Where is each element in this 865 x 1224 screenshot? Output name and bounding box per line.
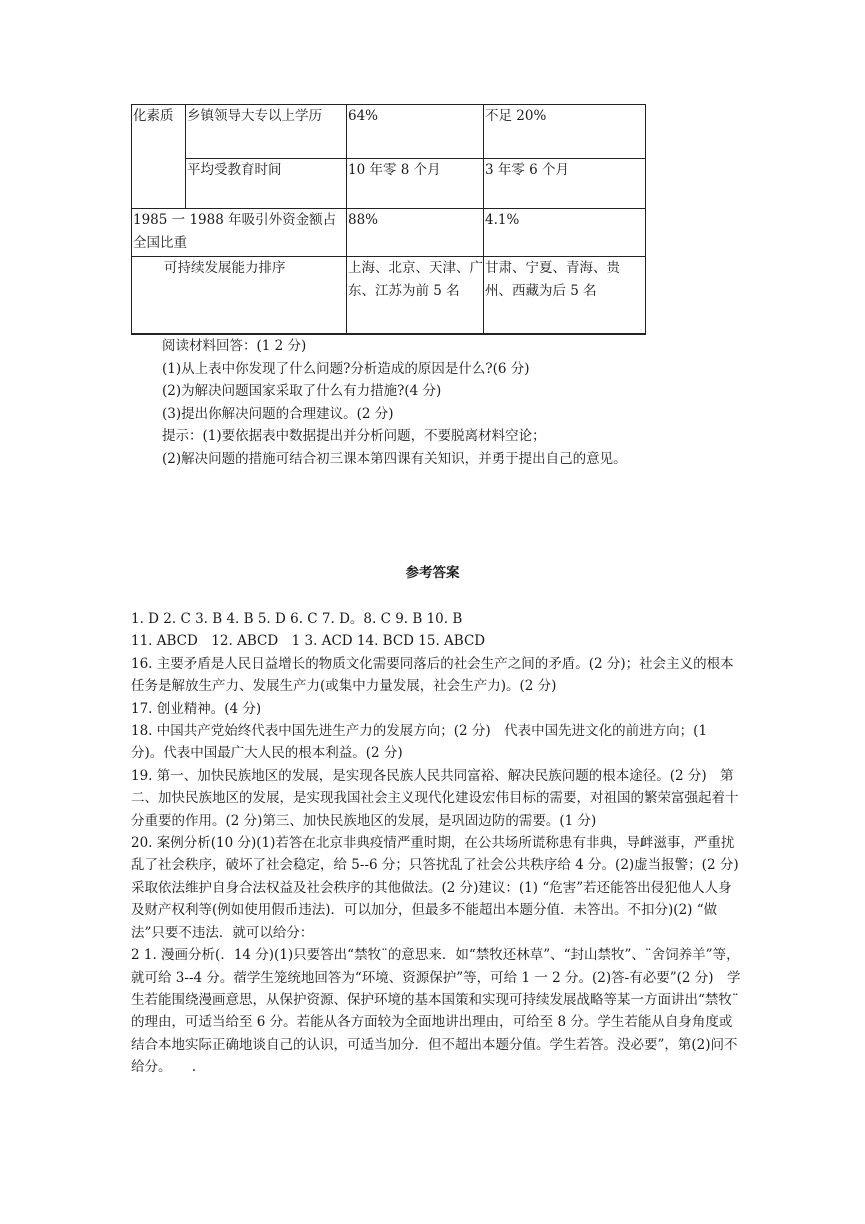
table-cell: 88% [347, 209, 484, 257]
question-item: (1)从上表中你发现了什么问题?分析造成的原因是什么?(6 分) [162, 360, 530, 377]
answer-item: 2 1. 漫画分析(．14 分)(1)只要答出“禁牧¨的意思来．如“禁牧还林草”、“封山禁牧”、¨舍饲养羊”等，就可给 3--4 分。蓿学生笼统地回答为“环境、资源保护”等，可给 1 一 2 分。(2)答-有必要”(2 分) 学生若能围绕漫画意思，从保护资源、保护环境的基本国策和实现可持续发展战略等某一方面讲出“禁牧¨的理由，可适当给至 6 分。若能从各方面较为全面地讲出理由，可给至 8 分。学生若能从自身角度或结合本地实际正确地谈自己的认识，可适当加分．但不超出本题分值。学生若答。没必要”，第(2)问不给分。 . [131, 947, 741, 1076]
hint-line: (2)解决问题的措施可结合初三课本第四课有关知识，并勇于提出自己的意见。 [162, 450, 627, 467]
table-cell: 4.1% [484, 209, 646, 257]
answer-item: 17. 创业精神。(4 分) [131, 700, 262, 717]
table-cell: 上海、北京、天津、广东、江苏为前 5 名 [347, 257, 484, 334]
answer-item: 11. ABCD 12. ABCD 1 3. ACD 14. BCD 15. ABCD [131, 633, 486, 650]
answer-title: 参考答案 [405, 565, 460, 581]
table-cell: 3 年零 6 个月 [484, 159, 646, 209]
table-cell: 不足 20% [484, 105, 646, 159]
answer-item: 19. 第一、加快民族地区的发展，是实现各民族人民共同富裕、解决民族问题的根本途径。(2 分) 第二、加快民族地区的发展，是实现我国社会主义现代化建设宏伟目标的需要，对祖国的繁荣富强起着十分重要的作用。(2 分)第三、加快民族地区的发展，是巩固边防的需要。(1 分) [131, 767, 739, 829]
table-cell-category: 化素质 [132, 105, 186, 209]
question-block [131, 335, 736, 470]
table-cell: 平均受教育时间 [186, 159, 347, 209]
hint-line: 提示：(1)要依据表中数据提出并分析问题，不要脱离材料空论； [162, 428, 546, 444]
table-cell: 64% [347, 105, 484, 159]
question-item: (2)为解决问题国家采取了什么有力措施?(4 分) [162, 383, 442, 399]
table-cell: 可持续发展能力排序 [132, 257, 347, 334]
answer-item: 20. 案例分析(10 分)(1)若答在北京非典疫情严重时期，在公共场所谎称患有非典，导衅滋事，严重扰乱了社会秩序，破坏了社会稳定，给 5--6 分；只答扰乱了社会公共秩序给 4 分。(2)虚当报警；(2 分)采取依法维护自身合法权益及社会秩序的其他做法。(2 分)建议：(1) “危害”若还能答出侵犯他人人身及财产权利等(例如使用假币违法)．可以加分，但最多不能超出本题分值．未答出。不扣分)(2) “做法”只要不违法．就可以给分： [131, 835, 739, 941]
comparison-table [131, 104, 646, 335]
answer-list [131, 608, 741, 1079]
answer-item: 1. D 2. C 3. B 4. B 5. D 6. C 7. D。8. C 9. B 10. B [131, 611, 463, 627]
answer-item: 16. 主要矛盾是人民日益增长的物质文化需要同落后的社会生产之间的矛盾。(2 分)；社会主义的根本任务是解放生产力、发展生产力(或集中力量发展，社会生产力)。(2 分) [131, 655, 734, 695]
answer-item: 18. 中国共产党始终代表中国先进生产力的发展方向；(2 分) 代表中国先进文化的前进方向；(1 分)。代表中国最广大人民的根本利益。(2 分) [131, 723, 708, 762]
table-cell: 10 年零 8 个月 [347, 159, 484, 209]
table-cell: 1985 一 1988 年吸引外资金额占全国比重 [132, 209, 347, 257]
question-intro: 阅读材料回答：(1 2 分) [162, 338, 307, 354]
table-cell: 甘肃、宁夏、青海、贵州、西藏为后 5 名 [484, 257, 646, 334]
question-item: (3)提出你解决问题的合理建议。(2 分) [162, 405, 394, 422]
table-cell: 乡镇领导大专以上学历 [186, 105, 347, 159]
